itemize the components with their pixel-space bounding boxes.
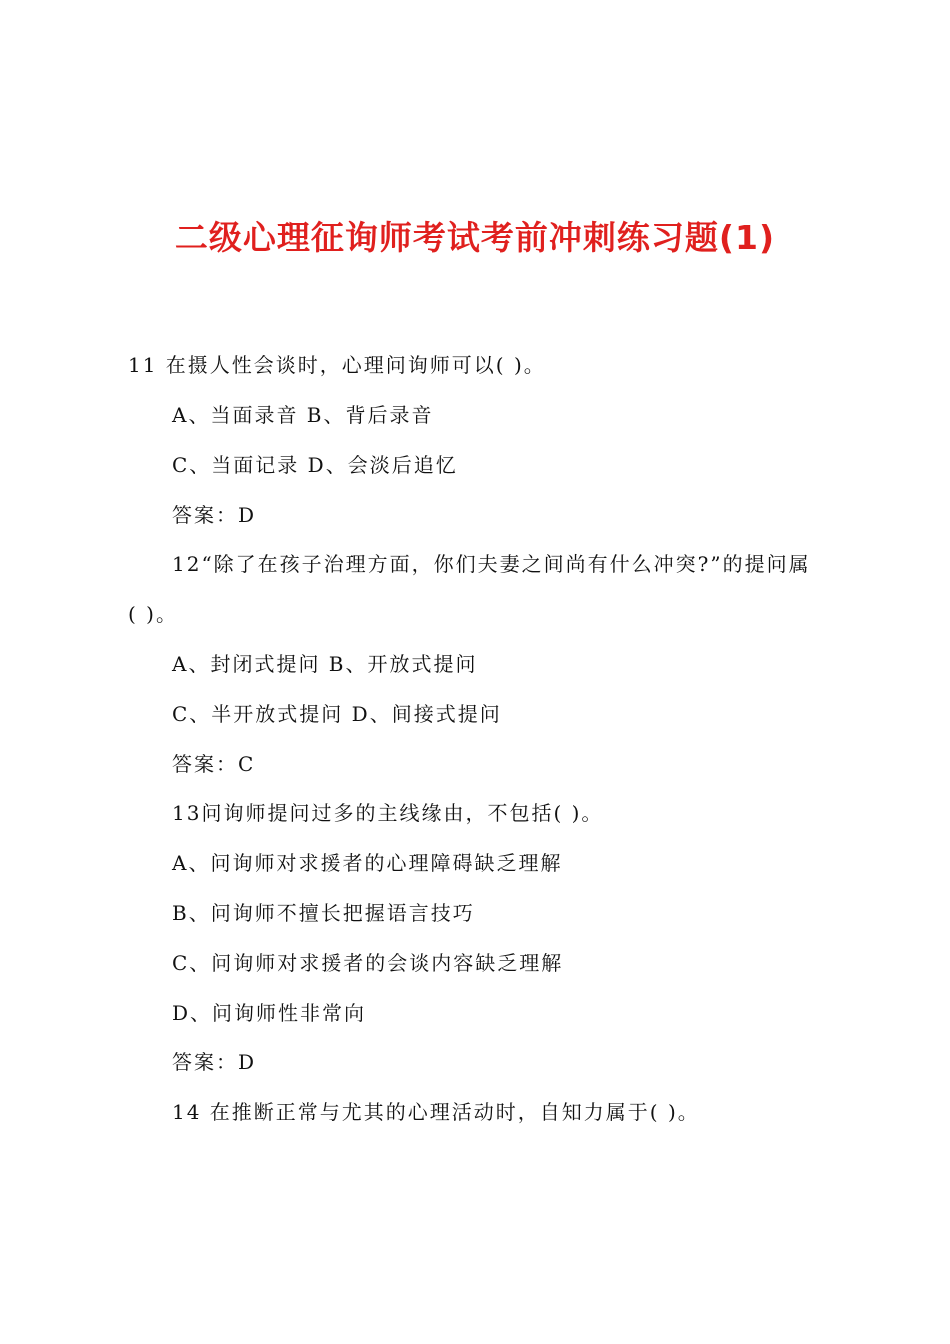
question-11-options-cd: C、当面记录 D、会淡后追忆 — [172, 453, 458, 477]
question-11-options-ab: A、当面录音 B、背后录音 — [172, 403, 434, 427]
question-12-options-ab: A、封闭式提问 B、开放式提问 — [172, 652, 478, 676]
question-13: 13问询师提问过多的主线缘由，不包括( )。 — [172, 801, 604, 825]
question-13-option-b: B、问询师不擅长把握语言技巧 — [172, 901, 475, 925]
question-12-answer: 答案：C — [172, 752, 256, 776]
question-12-options-cd: C、半开放式提问 D、间接式提问 — [172, 702, 502, 726]
question-12-continuation: ( )。 — [128, 602, 178, 626]
document-title: 二级心理征询师考试考前冲刺练习题(1) — [174, 218, 776, 257]
question-13-option-a: A、问询师对求援者的心理障碍缺乏理解 — [172, 851, 563, 875]
question-11: 11 在摄人性会谈时，心理问询师可以( )。 — [128, 353, 546, 377]
question-13-option-c: C、问询师对求援者的会谈内容缺乏理解 — [172, 951, 564, 975]
question-12: 12“除了在孩子治理方面，你们夫妻之间尚有什么冲突?”的提问属 — [172, 552, 811, 576]
question-13-option-d: D、问询师性非常向 — [172, 1001, 367, 1025]
question-11-answer: 答案：D — [172, 503, 257, 527]
question-13-answer: 答案：D — [172, 1050, 257, 1074]
question-14: 14 在推断正常与尤其的心理活动时，自知力属于( )。 — [172, 1100, 700, 1124]
